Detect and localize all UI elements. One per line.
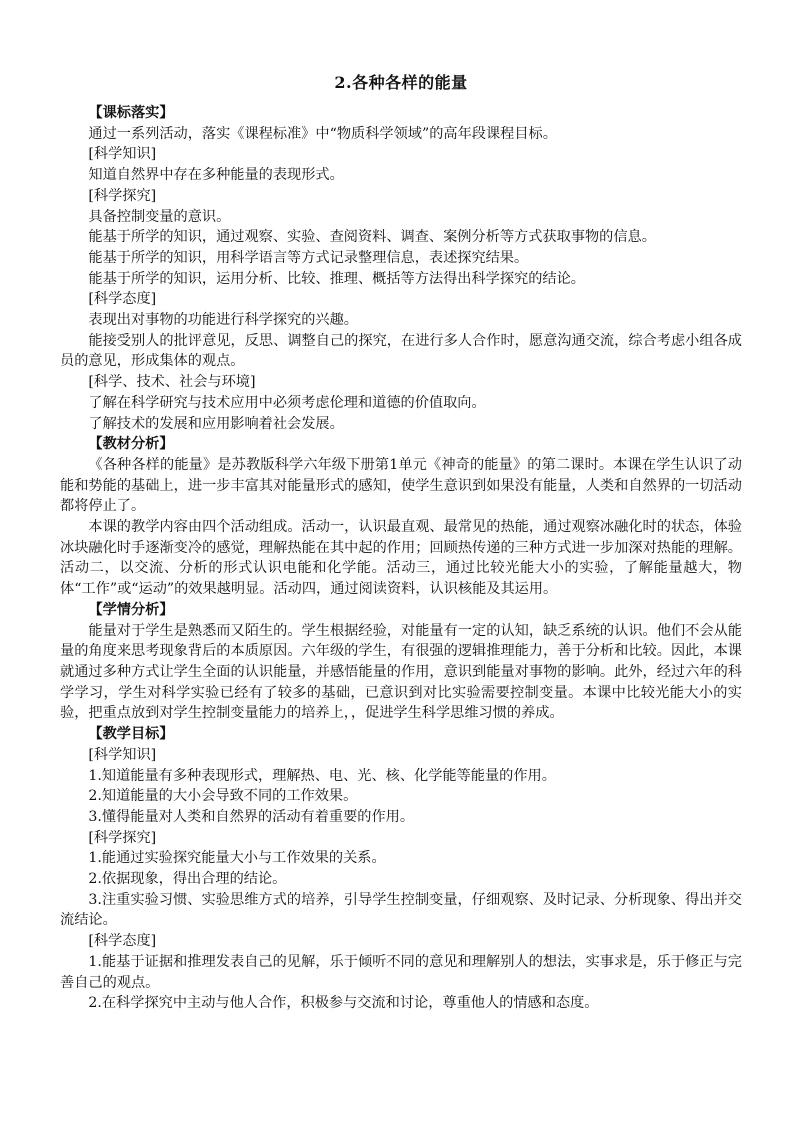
paragraph: 表现出对事物的功能进行科学探究的兴趣。 <box>88 312 358 329</box>
paragraph: 知道自然界中存在多种能量的表现形式。 <box>88 167 344 184</box>
paragraph: 本课的教学内容由四个活动组成。活动一，认识最直观、最常见的热能，通过观察冰融化时的状态，体验冰块融化时手逐渐变冷的感觉，理解热能在其中起的作用；回顾热传递的三种方式进一步加深对热能的理解。活动二，以交流、分析的形式认识电能和化学能。活动三，通过比较光能大小的实验，了解能量越大，物体“工作”或“运动”的效果越明显。活动四，通过阅读资料，认识核能及其运用。 <box>60 519 742 598</box>
document-body <box>60 72 742 1014</box>
list-item: 1.能通过实验探究能量大小与工作效果的关系。 <box>88 850 386 867</box>
paragraph: 能量对于学生是熟悉而又陌生的。学生根据经验，对能量有一定的认知，缺乏系统的认识。他们不会从能量的角度来思考现象背后的本质原因。六年级的学生，有很强的逻辑推理能力，善于分析和比较。因此，本课就通过多种方式让学生全面的认识能量，并感悟能量的作用，意识到能量对事物的影响。此外，经过六年的科学学习，学生对科学实验已经有了较多的基础，已意识到对比实验需要控制变量。本课中比较光能大小的实验，把重点放到对学生控制变量能力的培养上，，促进学生科学思维习惯的养成。 <box>60 622 742 722</box>
paragraph: 能基于所学的知识，用科学语言等方式记录整理信息，表述探究结果。 <box>88 249 529 266</box>
paragraph: 具备控制变量的意识。 <box>88 208 231 225</box>
subheading-science-knowledge: [科学知识] <box>88 746 157 763</box>
list-item: 3.注重实验习惯、实验思维方式的培养，引导学生控制变量，仔细观察、及时记录、分析现象、得出并交流结论。 <box>60 891 742 929</box>
paragraph: 能基于所学的知识，运用分析、比较、推理、概括等方法得出科学探究的结论。 <box>88 270 585 287</box>
subheading-stse: [科学、技术、社会与环境] <box>88 374 256 391</box>
section-heading-textbook-analysis: 【教材分析】 <box>88 436 174 453</box>
list-item: 2.依据现象，得出合理的结论。 <box>88 871 287 888</box>
subheading-science-attitude: [科学态度] <box>88 291 157 308</box>
section-heading-curriculum: 【课标落实】 <box>88 105 174 121</box>
paragraph: 了解技术的发展和应用影响着社会发展。 <box>88 415 344 432</box>
list-item: 3.懂得能量对人类和自然界的活动有着重要的作用。 <box>88 808 415 825</box>
paragraph: 能基于所学的知识，通过观察、实验、查阅资料、调查、案例分析等方式获取事物的信息。 <box>88 229 656 246</box>
subheading-science-inquiry: [科学探究] <box>88 829 157 846</box>
list-item: 1.能基于证据和推理发表自己的见解，乐于倾听不同的意见和理解别人的想法，实事求是，乐于修正与完善自己的观点。 <box>60 953 742 991</box>
paragraph: 能接受别人的批评意见，反思、调整自己的探究，在进行多人合作时，愿意沟通交流，综合考虑小组各成员的意见，形成集体的观点。 <box>60 332 742 370</box>
page-title: 2.各种各样的能量 <box>334 73 468 92</box>
subheading-science-inquiry: [科学探究] <box>88 187 157 204</box>
paragraph: 通过一系列活动，落实《课程标准》中“物质科学领域”的高年段课程目标。 <box>88 125 557 142</box>
list-item: 2.知道能量的大小会导致不同的工作效果。 <box>88 788 358 805</box>
list-item: 2.在科学探究中主动与他人合作，积极参与交流和讨论，尊重他人的情感和态度。 <box>88 995 599 1012</box>
section-heading-student-analysis: 【学情分析】 <box>88 601 174 618</box>
subheading-science-knowledge: [科学知识] <box>88 146 157 163</box>
paragraph: 了解在科学研究与技术应用中必须考虑伦理和道德的价值取向。 <box>88 394 486 411</box>
section-heading-teaching-goals: 【教学目标】 <box>88 726 174 743</box>
paragraph: 《各种各样的能量》是苏教版科学六年级下册第1单元《神奇的能量》的第二课时。本课在学生认识了动能和势能的基础上，进一步丰富其对能量形式的感知，使学生意识到如果没有能量，人类和自然界的一切活动都将停止了。 <box>60 456 742 515</box>
list-item: 1.知道能量有多种表现形式，理解热、电、光、核、化学能等能量的作用。 <box>88 767 556 784</box>
subheading-science-attitude: [科学态度] <box>88 933 157 950</box>
